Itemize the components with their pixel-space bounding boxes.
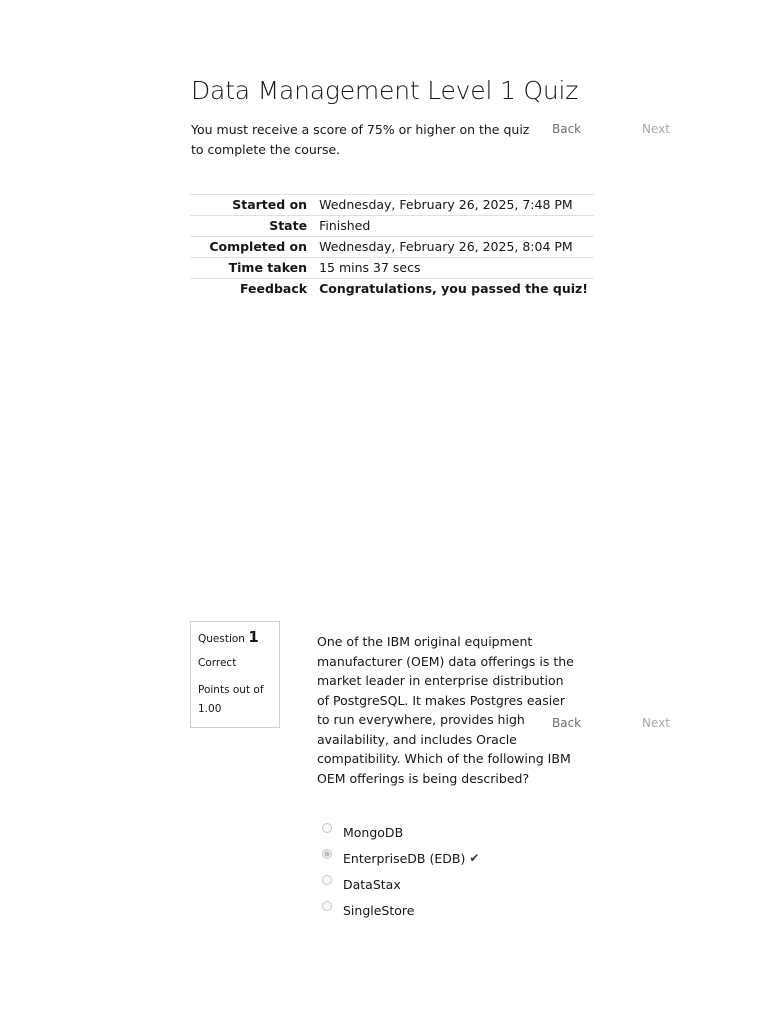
summary-value: Wednesday, February 26, 2025, 7:48 PM: [313, 195, 594, 216]
answer-options: [322, 819, 479, 923]
radio-button[interactable]: [322, 875, 332, 885]
answer-label: MongoDB: [343, 824, 404, 840]
question-number: 1: [248, 628, 259, 646]
back-button[interactable]: Back: [552, 716, 582, 730]
answer-label: EnterpriseDB (EDB): [343, 850, 466, 866]
checkmark-icon: ✔: [469, 851, 480, 865]
summary-label: State: [190, 216, 313, 237]
question-text: One of the IBM original equipment manufacturer (OEM) data offerings is the market leader in enterprise distribution of PostgreSQL. It makes Postgres easier to run everywhere, provides high availability, and includes Oracle compatibility. Which of the following IBM OEM offerings is being described?: [317, 634, 574, 786]
quiz-intro: You must receive a score of 75% or higher on the quiz to complete the course.: [191, 122, 530, 157]
summary-value: Wednesday, February 26, 2025, 8:04 PM: [313, 237, 594, 258]
summary-row-started-on: [190, 195, 594, 216]
answer-option[interactable]: [322, 871, 479, 897]
question-info-box: [190, 621, 280, 728]
answer-label: SingleStore: [343, 902, 415, 918]
summary-row-time-taken: [190, 258, 594, 279]
radio-button[interactable]: [322, 901, 332, 911]
question-label: Question: [198, 633, 245, 645]
page-title: Data Management Level 1 Quiz: [191, 76, 579, 105]
summary-row-feedback: [190, 279, 594, 300]
next-button[interactable]: Next: [642, 122, 670, 136]
question-grade: Points out of 1.00: [198, 684, 264, 715]
summary-label: Completed on: [190, 237, 313, 258]
next-button[interactable]: Next: [642, 716, 670, 730]
summary-label: Started on: [190, 195, 313, 216]
summary-label: Feedback: [190, 279, 313, 300]
answer-option[interactable]: [322, 819, 479, 845]
summary-row-state: [190, 216, 594, 237]
summary-value: Finished: [313, 216, 594, 237]
question-state: Correct: [198, 657, 237, 669]
question-number-row: [198, 630, 272, 647]
summary-row-completed-on: [190, 237, 594, 258]
answer-label: DataStax: [343, 876, 401, 892]
summary-label: Time taken: [190, 258, 313, 279]
attempt-summary-table: [190, 194, 594, 300]
answer-option[interactable]: [322, 845, 479, 871]
radio-button[interactable]: [322, 823, 332, 833]
back-button[interactable]: Back: [552, 122, 582, 136]
radio-button-selected[interactable]: [322, 849, 332, 859]
answer-option[interactable]: [322, 897, 479, 923]
summary-value: 15 mins 37 secs: [313, 258, 594, 279]
feedback-value: Congratulations, you passed the quiz!: [313, 279, 594, 300]
